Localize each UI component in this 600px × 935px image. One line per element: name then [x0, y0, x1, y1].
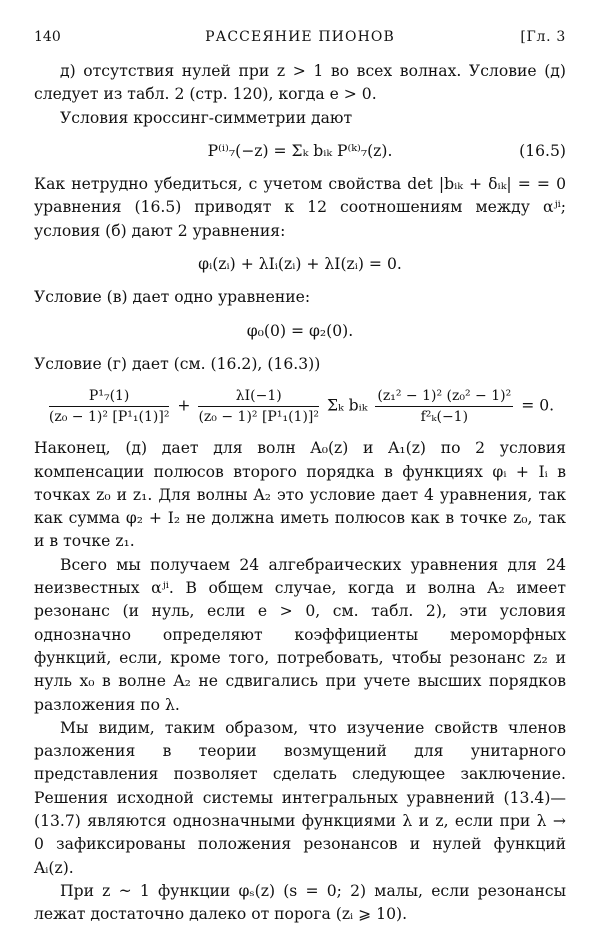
fraction-3 — [375, 386, 513, 427]
equation-rhs: = 0. — [521, 396, 555, 415]
running-title: РАССЕЯНИЕ ПИОНОВ — [205, 29, 395, 45]
fraction-2-denominator: (z₀ − 1)² [P¹₁(1)]² — [198, 409, 319, 426]
fraction-3-denominator: f²ₖ(−1) — [420, 409, 469, 426]
paragraph-condition-d-compensation: Наконец, (д) дает для волн A₀(z) и A₁(z) по 2 условия компенсации полюсов второго порядка в функциях φᵢ + Iᵢ в точках z₀ и z₁. Для волны A₂ это условие дает 4 уравнения, так как сумма φ₂ + I₂ не должна иметь полюсов как в точке z₀, так и в точке z₁. — [34, 439, 566, 551]
plus-sign: + — [177, 396, 191, 415]
equation-condition-v-body: φ₀(0) = φ₂(0). — [246, 321, 354, 340]
equation-condition-g — [34, 386, 566, 427]
paragraph-threshold: При z ~ 1 функции φₛ(z) (s = 0; 2) малы, если резонансы лежат достаточно далеко от порога (zᵢ ⩾ 10). — [34, 881, 566, 924]
paragraph-crossing-intro: Условия кроссинг-симметрии дают — [60, 108, 353, 127]
paragraph-conclusion: Мы видим, таким образом, что изучение свойств членов разложения в теории возмущений для унитарного представления позволяет сделать следующее заключение. Решения исходной системы интегральных уравнений (13.4)—(13.7) являются однозначными функциями λ и z, если при λ → 0 зафиксированы положения резонансов и нулей функций Aᵢ(z). — [34, 718, 566, 877]
chapter-mark: [Гл. 3 — [520, 29, 566, 45]
equation-number: (16.5) — [519, 141, 566, 160]
page-number: 140 — [34, 29, 61, 45]
equation-16-5 — [34, 140, 566, 163]
paragraph-equation-count: Всего мы получаем 24 алгебраических уравнения для 24 неизвестных αʲⁱ. В общем случае, когда и волна A₂ имеет резонанс (и нуль, если e > 0, см. табл. 2), эти условия однозначно определяют коэффициенты мероморфных функций, если, кроме того, потребовать, чтобы резонанс z₂ и нуль x₀ в волне A₂ не сдвигались при учете высших порядков разложения по λ. — [34, 555, 566, 714]
paragraph-condition-v: Условие (в) дает одно уравнение: — [34, 288, 311, 307]
equation-16-5-body: P⁽ⁱ⁾₇(−z) = Σₖ bᵢₖ P⁽ᵏ⁾₇(z). — [207, 141, 393, 160]
fraction-1-denominator: (z₀ − 1)² [P¹₁(1)]² — [48, 409, 170, 426]
equation-condition-b-body: φᵢ(zᵢ) + λIᵢ(zᵢ) + λI(zᵢ) = 0. — [198, 255, 402, 274]
equation-condition-b — [34, 253, 566, 276]
fraction-2-numerator: λI(−1) — [198, 386, 319, 407]
equation-condition-v — [34, 320, 566, 343]
fraction-2 — [198, 386, 319, 427]
running-header — [34, 26, 566, 50]
paragraph-condition-g: Условие (г) дает (см. (16.2), (16.3)) — [34, 354, 321, 373]
sum-term: Σₖ bᵢₖ — [326, 396, 368, 415]
fraction-3-numerator: (z₁² − 1)² (z₀² − 1)² — [375, 386, 513, 407]
paragraph-determinant: Как нетрудно убедиться, с учетом свойства det |bᵢₖ + δᵢₖ| = = 0 уравнения (16.5) приводят к 12 соотношениям между αʲⁱ; условия (б) дают 2 уравнения: — [34, 175, 566, 240]
paragraph-condition-d: д) отсутствия нулей при z > 1 во всех волнах. Условие (д) следует из табл. 2 (стр. 120), когда e > 0. — [34, 62, 566, 104]
fraction-1-numerator: P¹₇(1) — [49, 386, 170, 407]
fraction-1 — [49, 386, 170, 427]
